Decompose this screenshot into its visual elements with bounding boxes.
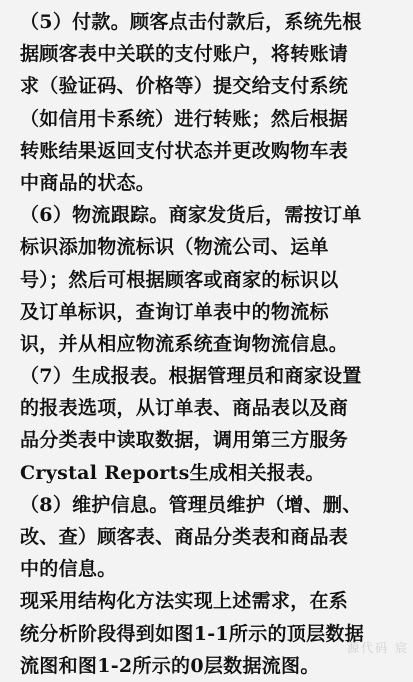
text-line: （如信用卡系统）进行转账；然后根据 bbox=[20, 107, 349, 130]
text-line: 流图和图1-2所示的0层数据流图。 bbox=[20, 654, 320, 677]
text-line: 中的信息。 bbox=[20, 558, 117, 581]
text-line: 据顾客表中关联的支付账户，将转账请 bbox=[20, 43, 349, 66]
text-line: 统分析阶段得到如图1-1所示的顶层数据 bbox=[20, 622, 365, 645]
para-report bbox=[20, 360, 382, 489]
para-conclusion bbox=[20, 585, 382, 682]
para-payment bbox=[20, 6, 382, 199]
text-line: （6）物流跟踪。商家发货后，需按订单 bbox=[20, 204, 362, 227]
text-line: 识，并从相应物流系统查询物流信息。 bbox=[20, 332, 349, 355]
text-line: 改、查）顾客表、商品分类表和商品表 bbox=[20, 526, 349, 548]
text-line: （8）维护信息。管理员维护（增、删、 bbox=[20, 493, 362, 516]
text-line: （7）生成报表。根据管理员和商家设置 bbox=[20, 365, 362, 388]
document-body bbox=[20, 6, 382, 682]
text-line: 号）；然后可根据顾客或商家的标识以 bbox=[20, 268, 339, 291]
watermark: 源代码 宸 bbox=[347, 641, 409, 655]
text-line: 现采用结构化方法实现上述需求，在系 bbox=[20, 590, 349, 613]
para-maintenance bbox=[20, 489, 382, 586]
text-line: 求（验证码、价格等）提交给支付系统 bbox=[20, 75, 349, 98]
text-line: 中商品的状态。 bbox=[20, 171, 156, 194]
text-line: 品分类表中读取数据，调用第三方服务 bbox=[20, 429, 349, 452]
text-line: 转账结果返回支付状态并更改购物车表 bbox=[20, 139, 349, 162]
text-line: 标识添加物流标识（物流公司、运单 bbox=[20, 236, 329, 259]
text-line: 的报表选项，从订单表、商品表以及商 bbox=[20, 397, 349, 420]
text-line: 及订单标识，查询订单表中的物流标 bbox=[20, 300, 329, 323]
text-line: （5）付款。顾客点击付款后，系统先根 bbox=[20, 11, 362, 33]
text-line: Crystal Reports生成相关报表。 bbox=[20, 461, 325, 484]
para-logistics bbox=[20, 199, 382, 360]
